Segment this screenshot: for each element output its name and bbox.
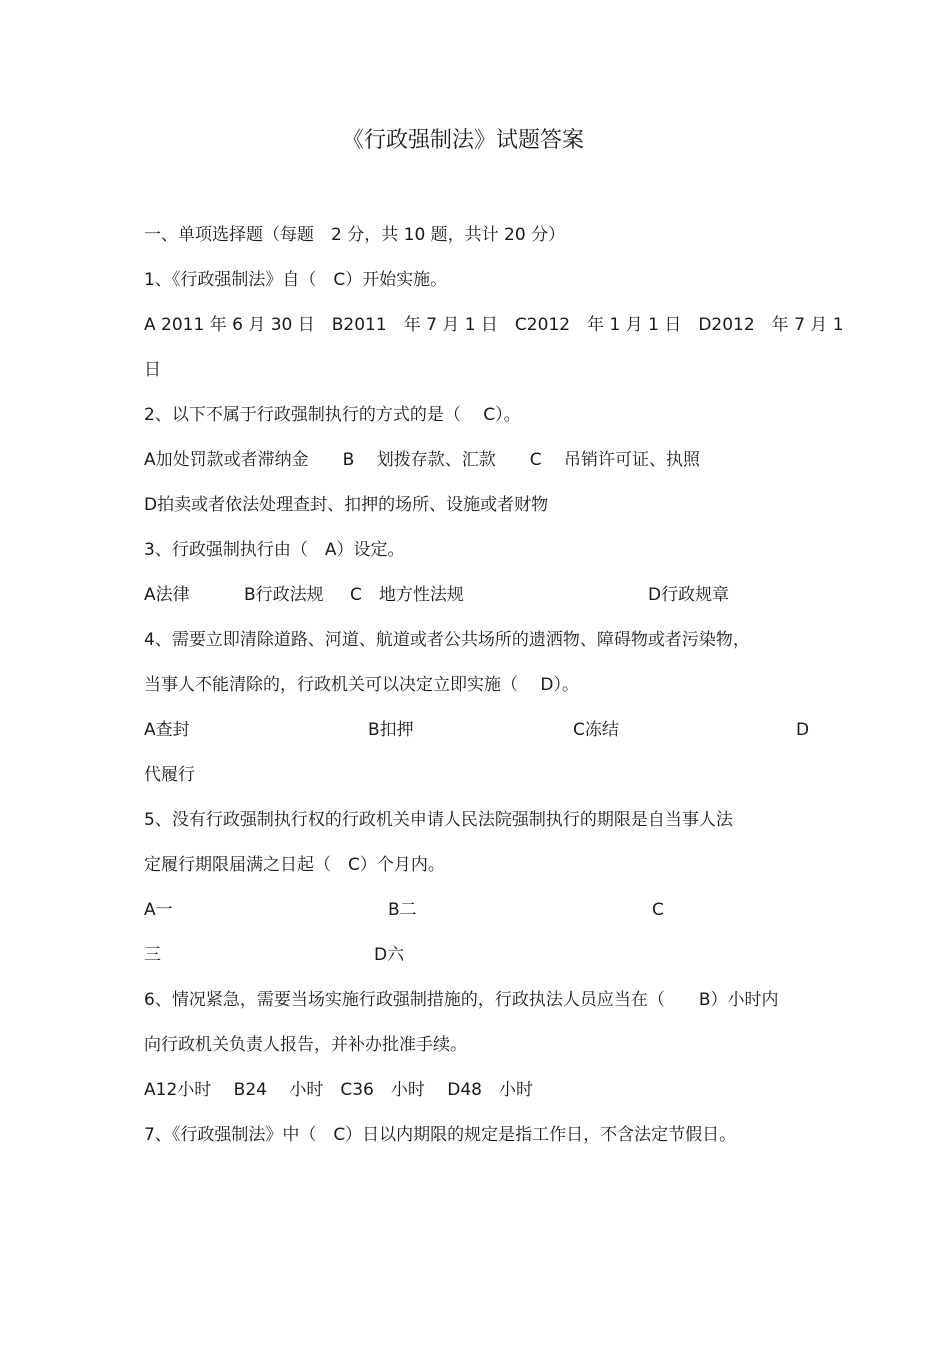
question-4-stem-continued: 当事人不能清除的，行政机关可以决定立即实施（ D）。	[144, 675, 579, 695]
question-7-stem: 7、《行政强制法》中（ C）日以内期限的规定是指工作日，不含法定节假日。	[144, 1125, 737, 1145]
question-3-option-d: D行政规章	[648, 585, 730, 605]
question-4-option-d-text: 代履行	[144, 765, 195, 785]
section-heading: 一、单项选择题（每题 2 分，共 10 题，共计 20 分）	[144, 225, 566, 245]
question-4-stem: 4、需要立即清除道路、河道、航道或者公共场所的遗洒物、障碍物或者污染物，	[144, 630, 750, 650]
question-3-option-c: C 地方性法规	[350, 585, 464, 605]
question-1-options-continued: 日	[144, 360, 161, 380]
question-3-option-b: B行政法规	[244, 585, 324, 605]
question-4-option-c: C冻结	[573, 720, 619, 740]
question-5-option-d: D六	[374, 945, 405, 965]
question-6-stem: 6、情况紧急，需要当场实施行政强制措施的，行政执法人员应当在（ B）小时内	[144, 990, 779, 1010]
question-5-option-c-text: 三	[144, 945, 161, 965]
question-4-option-a: A查封	[144, 720, 190, 740]
question-1-options: A 2011 年 6 月 30 日 B2011 年 7 月 1 日 C2012 年 1 月 1 日 D2012 年 7 月 1	[144, 315, 844, 335]
question-6-options: A12小时 B24 小时 C36 小时 D48 小时	[144, 1080, 533, 1100]
question-3-stem: 3、行政强制执行由（ A）设定。	[144, 540, 405, 560]
document-title: 《行政强制法》试题答案	[341, 128, 584, 153]
question-1-stem: 1、《行政强制法》自（ C）开始实施。	[144, 270, 448, 290]
question-5-option-a: A一	[144, 900, 173, 920]
question-5-option-c: C	[652, 900, 664, 920]
question-2-options: A加处罚款或者滞纳金 B 划拨存款、汇款 C 吊销许可证、执照	[144, 450, 700, 470]
question-5-stem-continued: 定履行期限届满之日起（ C）个月内。	[144, 855, 445, 875]
question-2-stem: 2、以下不属于行政强制执行的方式的是（ C）。	[144, 405, 521, 425]
question-2-option-d: D拍卖或者依法处理查封、扣押的场所、设施或者财物	[144, 495, 549, 515]
question-5-stem: 5、没有行政强制执行权的行政机关申请人民法院强制执行的期限是自当事人法	[144, 810, 733, 830]
question-5-option-b: B二	[388, 900, 417, 920]
question-4-option-b: B扣押	[368, 720, 414, 740]
question-6-stem-continued: 向行政机关负责人报告，并补办批准手续。	[144, 1035, 467, 1055]
question-4-option-d: D	[796, 720, 810, 740]
question-3-option-a: A法律	[144, 585, 190, 605]
